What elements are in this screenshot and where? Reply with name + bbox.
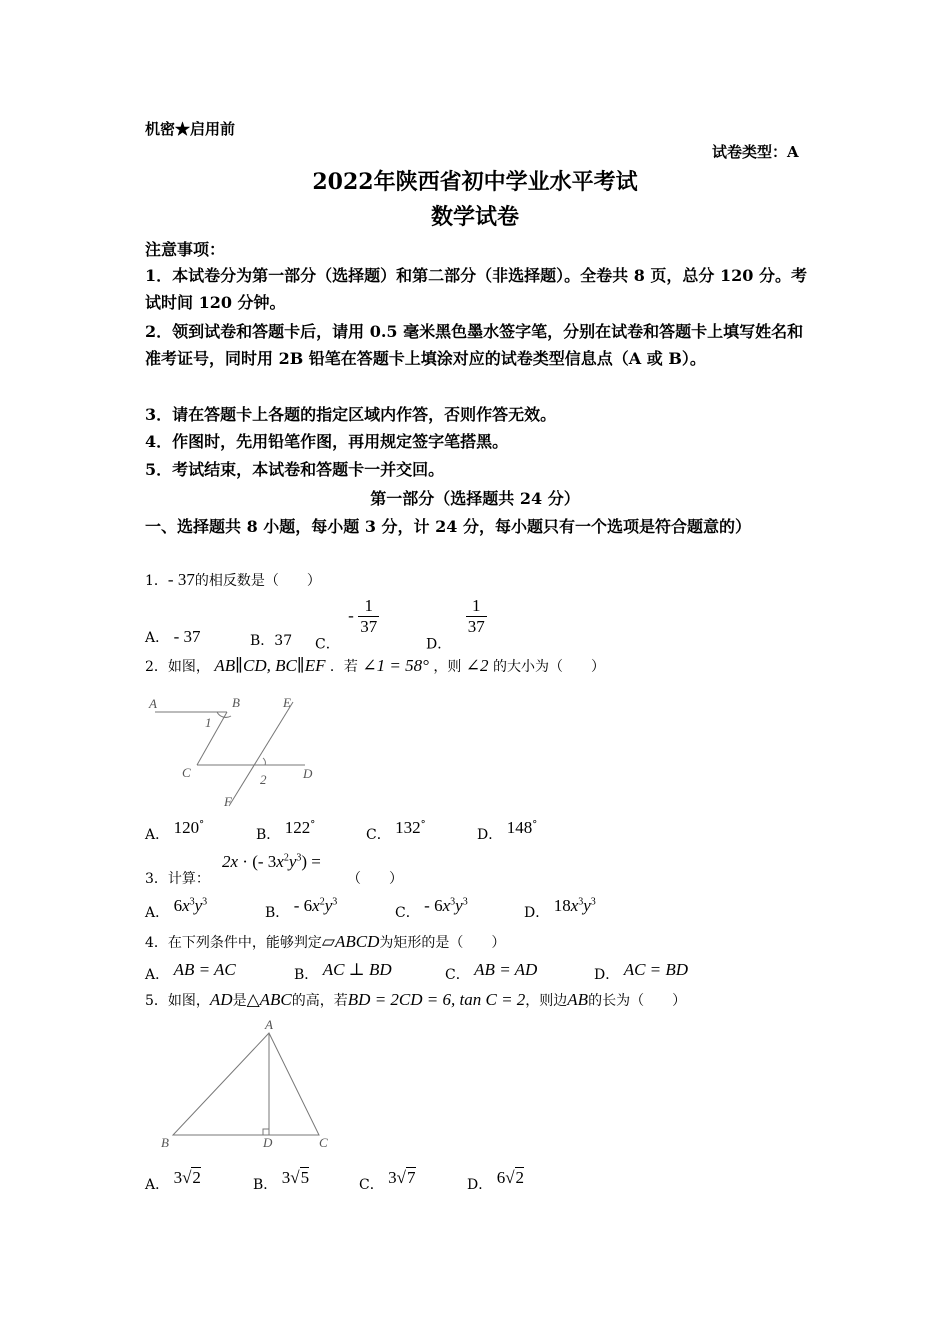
question-2: 2．如图， AB∥CD, BC∥EF ．若 ∠1 = 58° ，则 ∠2 的大小为（ ） bbox=[145, 656, 605, 675]
q4-option-b: B． AC ⊥ BD bbox=[294, 960, 392, 983]
q3-option-a: A． $6x^3y^3$ bbox=[145, 896, 208, 921]
q3-expression: 2x · (- $3x^2y^3$) = bbox=[222, 852, 321, 871]
question-4: 4．在下列条件中，能够判定▱ABCD为矩形的是（ ） bbox=[145, 932, 506, 951]
q2-option-d: D． 148° bbox=[477, 818, 538, 843]
question-5: 5．如图，AD是△ABC的高，若BD = 2CD = 6, tan C = 2，则边AB的长为（ ） bbox=[145, 990, 687, 1009]
q2-option-b: B． 122° bbox=[256, 818, 316, 843]
q5-option-a: A． 3√2 bbox=[145, 1168, 201, 1193]
q4-option-c: C． AB = AD bbox=[445, 960, 538, 983]
point-a-label: A bbox=[149, 696, 157, 711]
q3-option-b: B． - $6x^2y^3$ bbox=[265, 896, 338, 921]
note-item-5: 5．考试结束，本试卷和答题卡一并交回。 bbox=[145, 460, 445, 479]
section-heading: 一、选择题共 8 小题，每小题 3 分，计 24 分，每小题只有一个选项是符合题意的） bbox=[145, 517, 751, 536]
line-ef bbox=[229, 702, 293, 806]
question-1: 1．- 37的相反数是（ ） bbox=[145, 570, 321, 589]
point-d-label: D bbox=[303, 766, 313, 781]
q5-figure bbox=[155, 1015, 335, 1155]
q5-option-c: C． 3√7 bbox=[359, 1168, 416, 1193]
question-3: 3．计算： bbox=[145, 871, 210, 887]
q1-option-b: B．37 bbox=[250, 633, 293, 649]
point-a-label: A bbox=[265, 1017, 273, 1032]
exam-subtitle: 数学试卷 bbox=[430, 204, 519, 230]
q5-option-d: D． 6√2 bbox=[467, 1168, 525, 1193]
point-c-label: C bbox=[319, 1135, 328, 1150]
point-b-label: B bbox=[232, 695, 240, 710]
note-item-4: 4．作图时，先用铅笔作图，再用规定签字笔搭黑。 bbox=[145, 432, 509, 451]
q1-option-a: A． - 37 bbox=[145, 627, 201, 646]
q1-option-c: C． - $\frac{1}{37}$ bbox=[315, 596, 378, 653]
paper-type-label: 试卷类型：A bbox=[712, 143, 799, 161]
note-item-3: 3．请在答题卡上各题的指定区域内作答，否则作答无效。 bbox=[145, 405, 557, 424]
q4-option-a: A． AB = AC bbox=[145, 960, 236, 983]
line-bc bbox=[197, 712, 227, 765]
triangle-abc bbox=[173, 1033, 319, 1135]
point-d-label: D bbox=[263, 1135, 273, 1150]
q3-option-d: D． $18x^3y^3$ bbox=[524, 896, 596, 921]
q5-option-b: B． 3√5 bbox=[253, 1168, 310, 1193]
angle-2-arc bbox=[263, 758, 265, 765]
q2-option-a: A． 120° bbox=[145, 818, 205, 843]
angle-2-label: 2 bbox=[260, 772, 267, 787]
q4-option-d: D． AC = BD bbox=[594, 960, 689, 983]
point-b-label: B bbox=[161, 1135, 169, 1150]
part1-title: 第一部分（选择题共 24 分） bbox=[370, 489, 580, 508]
q2-figure bbox=[145, 690, 325, 810]
confidential-label: 机密★启用前 bbox=[145, 120, 236, 138]
q3-answer-paren: （ ） bbox=[347, 871, 403, 887]
exam-title: 2022年陕西省初中学业水平考试 bbox=[312, 169, 638, 195]
angle-1-label: 1 bbox=[205, 715, 212, 730]
notes-heading: 注意事项： bbox=[145, 240, 226, 259]
point-e-label: E bbox=[283, 695, 291, 710]
q2-option-c: C． 132° bbox=[366, 818, 426, 843]
point-c-label: C bbox=[182, 765, 191, 780]
point-f-label: F bbox=[224, 794, 232, 809]
note-item-2: 2．领到试卷和答题卡后，请用 0.5 毫米黑色墨水签字笔，分别在试卷和答题卡上填写姓名和准考证号，同时用 2B 铅笔在答题卡上填涂对应的试卷类型信息点（A 或 B）。 bbox=[145, 322, 804, 368]
q3-option-c: C． - $6x^3y^3$ bbox=[395, 896, 468, 921]
q1-option-d: D． $\frac{1}{37}$ bbox=[426, 596, 485, 653]
note-item-1: 1．本试卷分为第一部分（选择题）和第二部分（非选择题）。全卷共 8 页，总分 120 分。考试时间 120 分钟。 bbox=[145, 266, 807, 312]
